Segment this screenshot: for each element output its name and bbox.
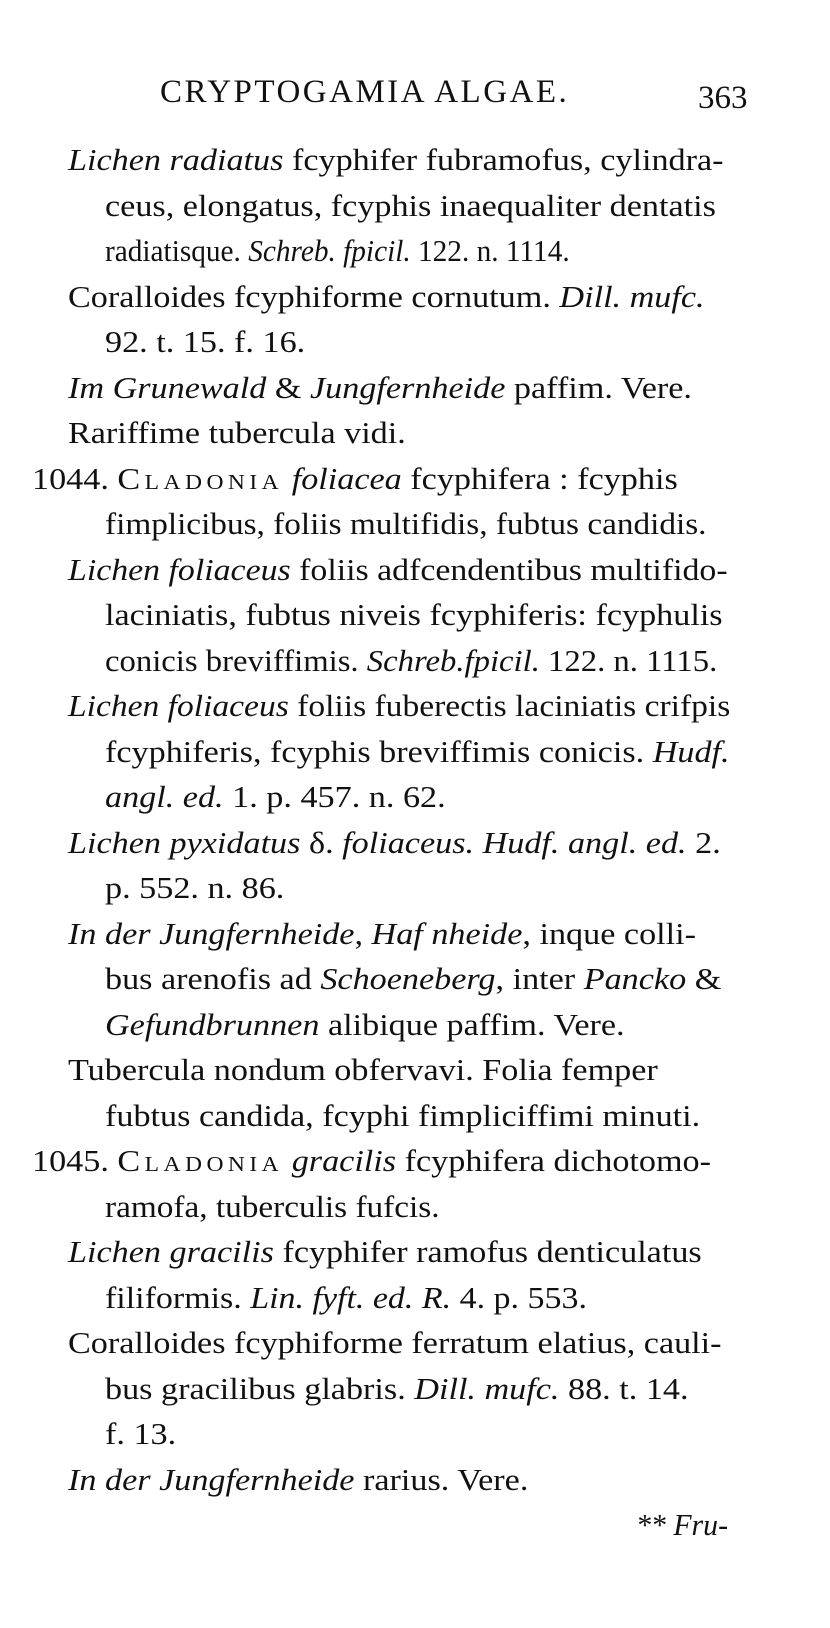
text-segment: fcyphifera dichotomo- <box>396 1144 711 1178</box>
text-line <box>68 140 724 180</box>
text-line <box>105 504 707 544</box>
text-line <box>68 1323 722 1363</box>
text-line <box>32 1141 711 1181</box>
text-segment: In der Jungfernheide <box>68 916 355 951</box>
text-segment: Pancko <box>583 962 687 996</box>
text-segment: Lichen foliaceus <box>68 552 291 587</box>
text-segment: , inter <box>495 962 584 996</box>
text-line <box>68 914 696 954</box>
text-segment: ** Fru- <box>636 1508 729 1542</box>
text-segment: fubtus candida, fcyphi fimpliciffimi minuti. <box>105 1098 701 1133</box>
text-segment: gracilis <box>291 1144 397 1178</box>
page-number: 363 <box>698 80 748 116</box>
text-line <box>636 1505 728 1545</box>
text-line <box>105 231 570 271</box>
text-line <box>105 1278 587 1318</box>
text-segment: Im Grunewald <box>68 370 267 405</box>
text-segment: , inque colli- <box>522 916 697 951</box>
text-segment: Gefundbrunnen <box>105 1007 320 1042</box>
text-line <box>105 1414 176 1454</box>
text-segment: Schreb. fpicil. <box>248 234 411 268</box>
text-segment: fcyphifer fubramofus, cylindra- <box>283 143 724 177</box>
text-segment: fcyphiferis, fcyphis breviffimis conicis. <box>105 734 653 769</box>
text-line <box>68 550 728 590</box>
text-segment: Cladonia <box>117 461 284 496</box>
text-segment: 1045. <box>32 1144 118 1178</box>
text-line <box>68 368 692 408</box>
text-segment: 122. n. 1115. <box>539 643 718 678</box>
text-segment: fcyphifer ramofus denticulatus <box>273 1235 702 1269</box>
text-line <box>105 1005 625 1045</box>
text-line <box>105 959 721 999</box>
text-segment: Tubercula nondum obfervavi. Folia femper <box>68 1053 658 1087</box>
text-segment: angl. ed. <box>105 780 224 814</box>
text-line <box>105 322 305 362</box>
text-segment: fcyphifera : fcyphis <box>401 461 678 496</box>
text-segment: ramofa, tuberculis fufcis. <box>105 1189 440 1224</box>
text-segment: 122. n. 1114. <box>410 234 570 268</box>
text-line <box>105 732 730 772</box>
text-segment: Lichen foliaceus <box>68 689 289 723</box>
text-line <box>68 1460 528 1500</box>
text-segment: bus gracilibus glabris. <box>105 1371 415 1406</box>
text-line <box>105 1187 440 1227</box>
text-segment: Schreb.fpicil. <box>366 643 540 678</box>
text-segment: rarius. Vere. <box>354 1462 529 1497</box>
text-segment: filiformis. <box>105 1280 251 1315</box>
text-segment: Lichen pyxidatus <box>68 825 301 860</box>
text-line <box>68 823 721 863</box>
text-segment: In der Jungfernheide <box>68 1462 355 1497</box>
text-segment: foliis fuberectis laciniatis crifpis <box>288 689 731 723</box>
text-segment: & <box>266 370 310 405</box>
text-line <box>68 1050 658 1090</box>
running-title: CRYPTOGAMIA ALGAE. <box>160 74 570 110</box>
text-segment: foliis adfcendentibus multifido- <box>290 552 728 587</box>
text-segment: Dill. mufc. <box>559 279 705 314</box>
text-segment: Hudf. <box>652 734 730 769</box>
text-segment: Lichen gracilis <box>68 1235 274 1269</box>
text-line <box>68 277 705 317</box>
text-segment: bus arenofis ad <box>105 962 321 996</box>
text-segment: Coralloides fcyphiforme cornutum. <box>68 279 560 314</box>
text-segment: Lin. fyft. ed. R. <box>250 1280 452 1315</box>
text-segment: 1044. <box>32 461 118 496</box>
text-line <box>105 1096 700 1136</box>
text-segment: Cladonia <box>117 1144 284 1178</box>
text-segment: alibique paffim. Vere. <box>319 1007 625 1042</box>
text-segment: 92. t. 15. f. 16. <box>105 325 306 359</box>
text-segment: f. 13. <box>105 1417 177 1451</box>
text-line <box>68 413 406 453</box>
text-line <box>105 868 284 908</box>
text-segment: fimplicibus, foliis multifidis, fubtus candidis. <box>105 507 707 541</box>
text-line <box>105 1369 689 1409</box>
text-segment: Rariffime tubercula vidi. <box>68 416 406 450</box>
text-line <box>105 777 446 817</box>
text-segment: foliaceus. <box>342 825 475 860</box>
text-segment: Lichen radiatus <box>68 143 284 177</box>
text-segment: Coralloides fcyphiforme ferratum elatius, cauli- <box>68 1326 722 1360</box>
text-line <box>105 641 717 681</box>
text-segment: , <box>354 916 372 951</box>
text-segment <box>283 462 292 496</box>
text-segment <box>283 1144 292 1178</box>
text-line <box>68 686 730 726</box>
text-segment <box>474 826 483 860</box>
text-segment: Jungfernheide <box>309 370 506 405</box>
text-segment: Haf nheide <box>371 916 523 951</box>
text-segment: ceus, elongatus, fcyphis inaequaliter dentatis <box>105 188 716 223</box>
text-segment: Dill. mufc. <box>414 1371 560 1406</box>
text-segment: foliacea <box>291 461 402 496</box>
text-segment: conicis breviffimis. <box>105 643 367 678</box>
text-line <box>32 459 678 499</box>
text-segment: paffim. Vere. <box>505 370 692 405</box>
text-segment: Hudf. angl. ed. <box>482 825 687 860</box>
text-segment: δ. <box>300 825 343 860</box>
text-line <box>105 595 723 635</box>
text-line <box>68 1232 702 1272</box>
text-segment: Schoeneberg <box>320 962 496 996</box>
text-segment: 88. t. 14. <box>559 1371 689 1406</box>
text-segment: 2. <box>686 825 721 860</box>
text-segment: radiatisque. <box>105 234 249 268</box>
text-segment: laciniatis, fubtus niveis fcyphiferis: fcyphulis <box>105 598 723 632</box>
text-segment: p. 552. n. 86. <box>105 871 285 905</box>
text-segment: 1. p. 457. n. 62. <box>223 780 446 814</box>
text-line <box>105 186 716 226</box>
text-segment: & <box>686 962 722 996</box>
page-header <box>0 74 830 124</box>
text-segment: 4. p. 553. <box>451 1280 587 1315</box>
